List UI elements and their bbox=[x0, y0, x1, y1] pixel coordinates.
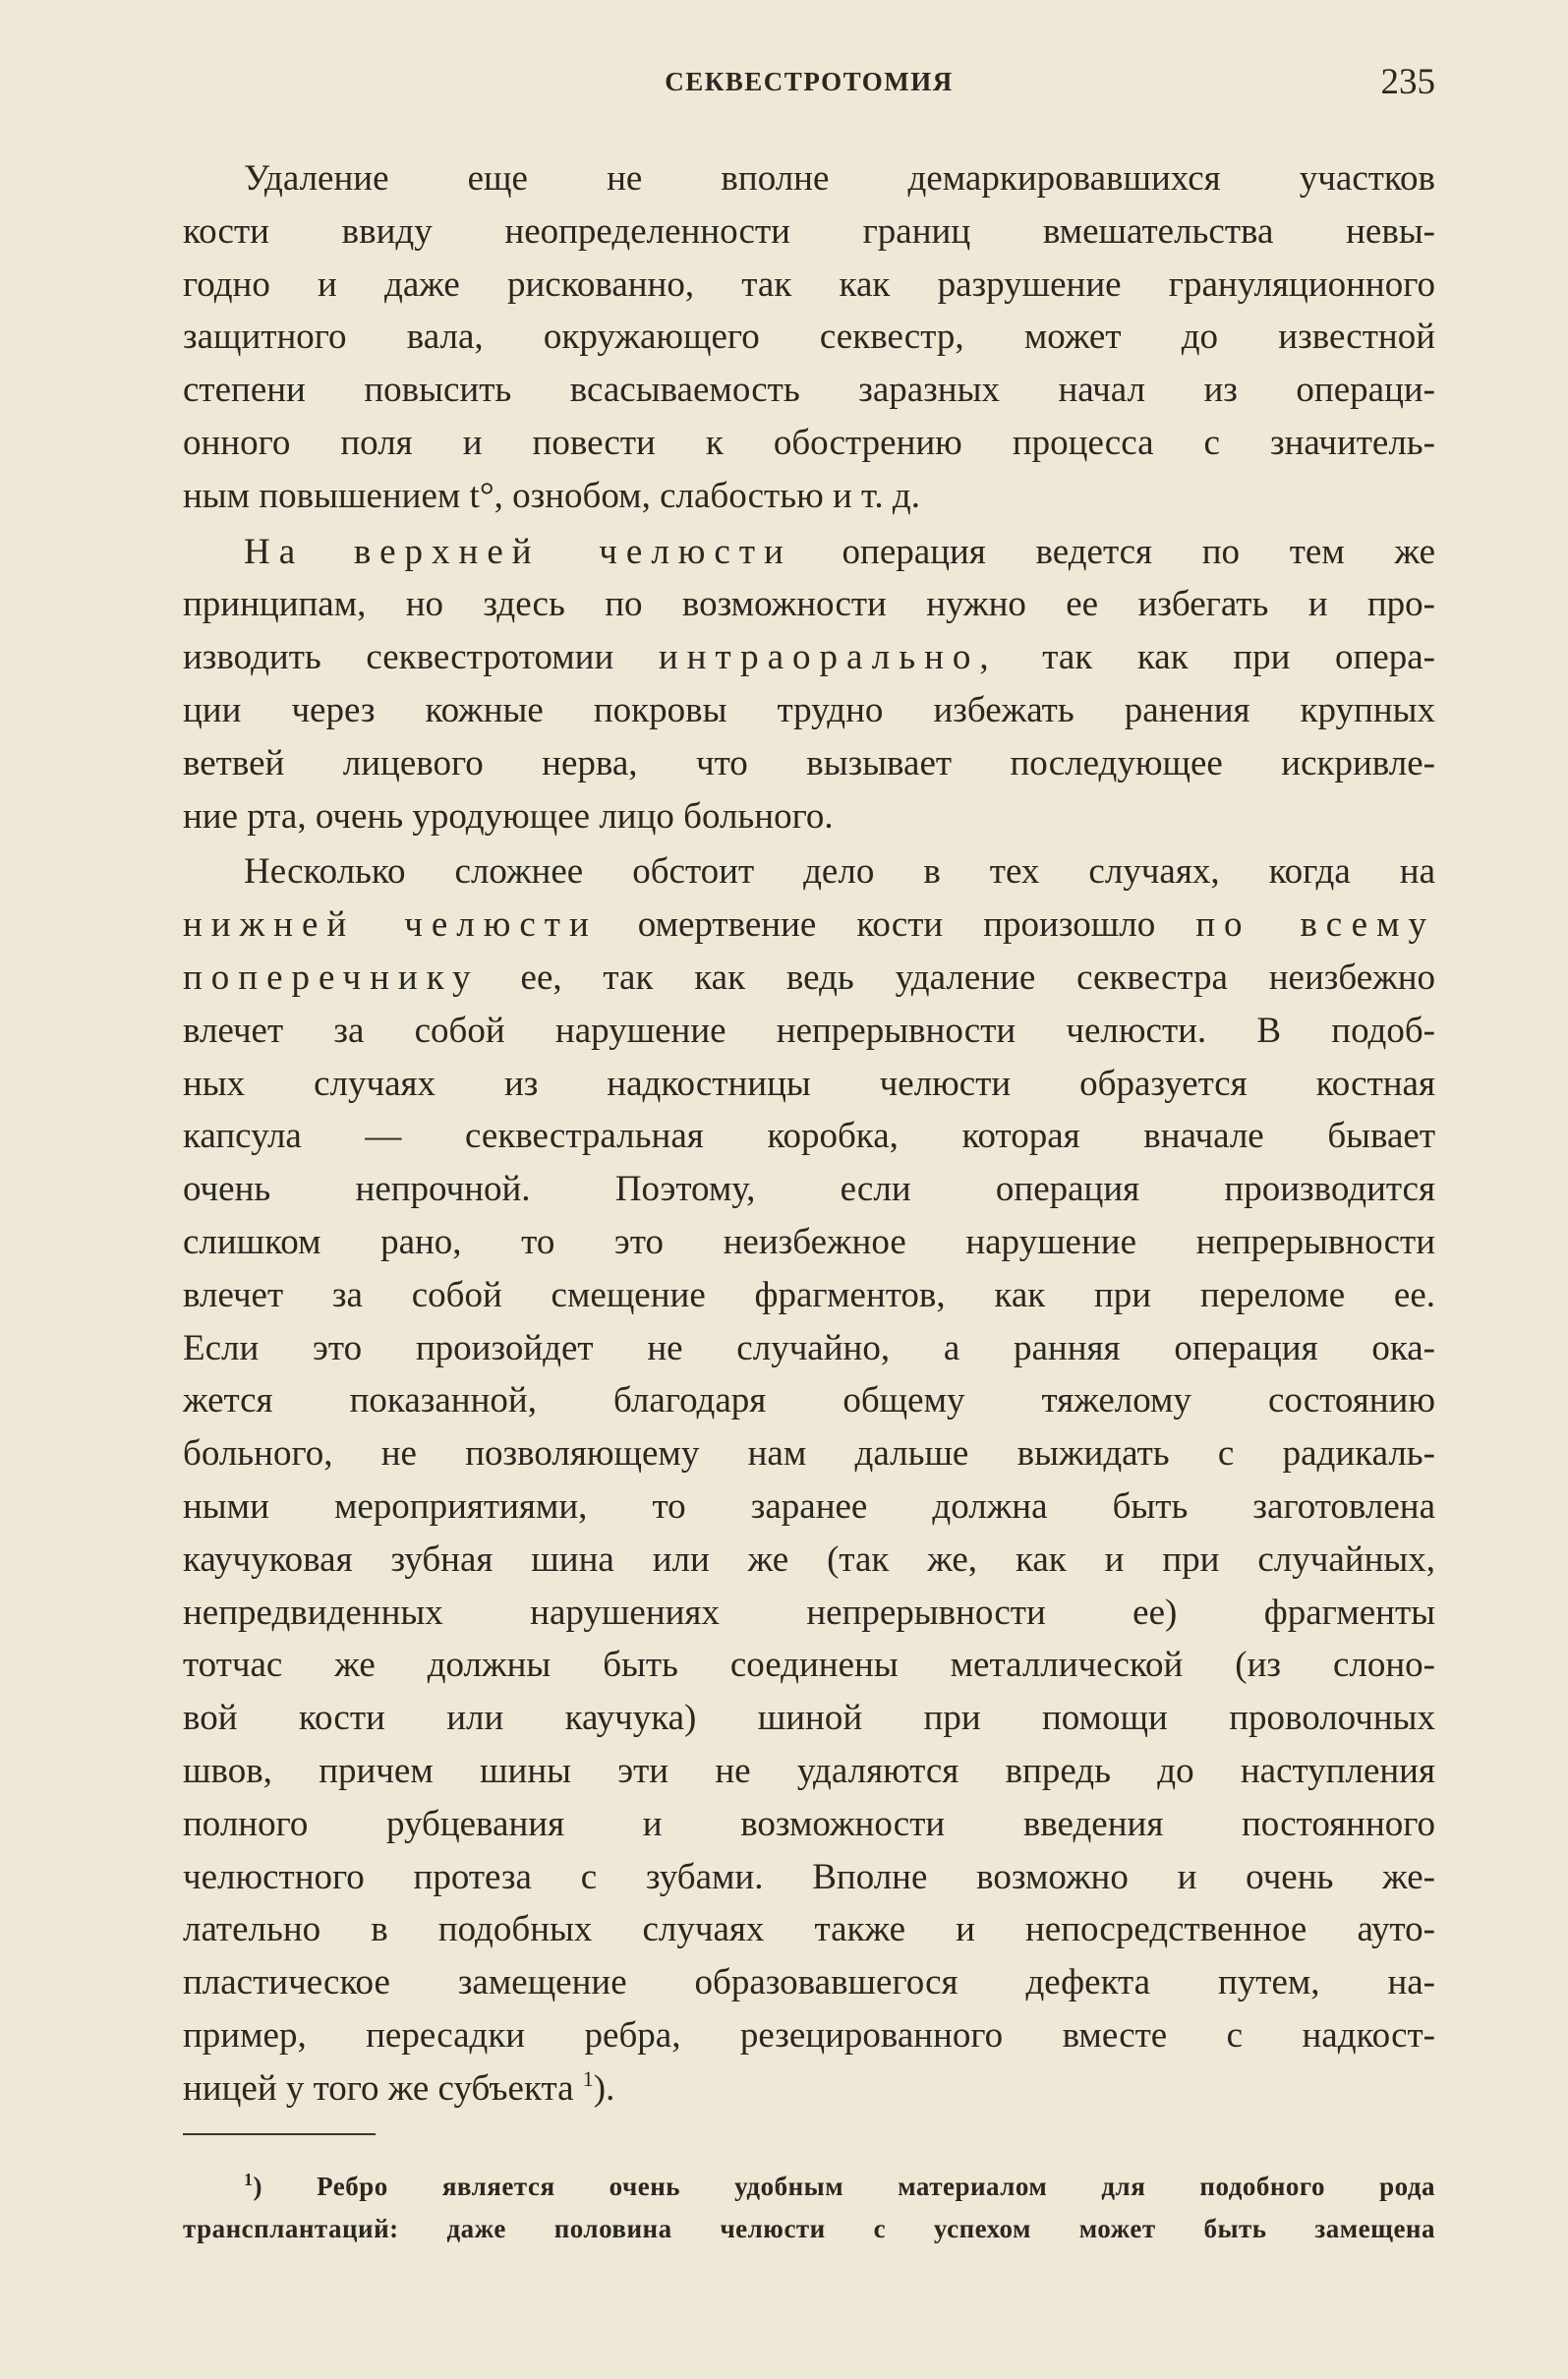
text-line: ных случаях из надкостницы челюсти образуется костная bbox=[183, 1063, 1435, 1104]
text-line: вой кости или каучука) шиной при помощи проволочных bbox=[183, 1698, 1435, 1739]
text-line: Несколько сложнее обстоит дело в тех случаях, когда на bbox=[244, 851, 1435, 893]
text-line: ветвей лицевого нерва, что вызывает последующее искривле- bbox=[183, 742, 1435, 783]
text-line bbox=[183, 631, 1435, 684]
text-line: пластическое замещение образовавшегося дефекта путем, на- bbox=[183, 1962, 1435, 2003]
emphasized-phrase: верхней челюсти bbox=[353, 531, 792, 572]
footnote-text: ) Ребро является очень удобным материалом для подобного рода bbox=[253, 2172, 1435, 2201]
text-line: тотчас же должны быть соединены металлической (из слоно- bbox=[183, 1645, 1435, 1686]
text-line: степени повысить всасываемость заразных начал из операци- bbox=[183, 370, 1435, 411]
text-line: годно и даже рискованно, так как разрушение грануляционного bbox=[183, 263, 1435, 305]
text-line: ным повышением t°, ознобом, слабостью и т. д. bbox=[183, 475, 921, 516]
page-header bbox=[183, 61, 1435, 108]
text-line: влечет за собой нарушение непрерывности челюсти. В подоб- bbox=[183, 1010, 1435, 1051]
text-line bbox=[183, 2062, 1435, 2116]
text-line: защитного вала, окружающего секвестр, может до известной bbox=[183, 317, 1435, 358]
text-line: ние рта, очень уродующее лицо больного. bbox=[183, 795, 834, 837]
emphasized-word: поперечнику bbox=[183, 957, 480, 998]
spaced-word: На bbox=[244, 531, 305, 572]
text-line: пример, пересадки ребра, резецированного вместе с надкост- bbox=[183, 2014, 1435, 2056]
text-line: жется показанной, благодаря общему тяжелому состоянию bbox=[183, 1380, 1435, 1422]
text-line: больного, не позволяющему нам дальше выжидать с радикаль- bbox=[183, 1433, 1435, 1475]
line-fragment: омертвение кости произошло bbox=[637, 904, 1156, 946]
text-line bbox=[183, 899, 1435, 952]
footnote-reference: 1 bbox=[582, 2065, 594, 2091]
text-line: лательно в подобных случаях также и непосредственное ауто- bbox=[183, 1909, 1435, 1950]
footnote-line bbox=[183, 2166, 1435, 2208]
line-fragment: ее, так как ведь удаление секвестра неизбежно bbox=[520, 957, 1435, 998]
text-line: ными мероприятиями, то заранее должна быть заготовлена bbox=[183, 1485, 1435, 1527]
emphasized-phrase: по всему bbox=[1195, 904, 1436, 946]
text-line: очень непрочной. Поэтому, если операция производится bbox=[183, 1169, 1435, 1210]
text-line: Если это произойдет не случайно, а ранняя операция ока- bbox=[183, 1327, 1435, 1368]
text-line: Удаление еще не вполне демаркировавшихся участков bbox=[244, 158, 1435, 199]
running-head: СЕКВЕСТРОТОМИЯ bbox=[665, 67, 954, 96]
emphasized-word: интраорально, bbox=[658, 637, 998, 678]
text-line: полного рубцевания и возможности введения постоянного bbox=[183, 1803, 1435, 1844]
line-fragment: ). bbox=[593, 2067, 615, 2109]
text-line: слишком рано, то это неизбежное нарушение непрерывности bbox=[183, 1221, 1435, 1262]
footnote-line: трансплантаций: даже половина челюсти с успехом может быть замещена bbox=[183, 2214, 1435, 2243]
text-line: ции через кожные покровы трудно избежать ранения крупных bbox=[183, 689, 1435, 730]
line-fragment: ницей у того же субъекта bbox=[183, 2067, 574, 2109]
text-line: онного поля и повести к обострению процесса с значитель- bbox=[183, 422, 1435, 463]
text-line: принципам, но здесь по возможности нужно ее избегать и про- bbox=[183, 584, 1435, 625]
line-fragment: так как при опера- bbox=[1042, 637, 1435, 678]
body-text bbox=[183, 152, 1435, 2115]
page-number: 235 bbox=[1380, 62, 1435, 102]
text-line: каучуковая зубная шина или же (так же, как и при случайных, bbox=[183, 1538, 1435, 1580]
line-fragment: изводить секвестротомии bbox=[183, 637, 614, 678]
text-line: челюстного протеза с зубами. Вполне возможно и очень же- bbox=[183, 1856, 1435, 1897]
emphasized-phrase: нижней челюсти bbox=[183, 904, 598, 946]
text-line: капсула — секвестральная коробка, которая вначале бывает bbox=[183, 1116, 1435, 1157]
line-fragment: операция ведется по тем же bbox=[842, 531, 1435, 572]
text-line: влечет за собой смещение фрагментов, как при переломе ее. bbox=[183, 1274, 1435, 1315]
footnote bbox=[183, 2166, 1435, 2250]
text-line: непредвиденных нарушениях непрерывности ее) фрагменты bbox=[183, 1592, 1435, 1633]
text-line: кости ввиду неопределенности границ вмешательства невы- bbox=[183, 210, 1435, 252]
text-line bbox=[183, 526, 1435, 579]
text-line bbox=[183, 952, 1435, 1005]
text-line: швов, причем шины эти не удаляются впредь до наступления bbox=[183, 1750, 1435, 1791]
footnote-rule bbox=[183, 2133, 376, 2135]
footnote-marker: 1 bbox=[244, 2170, 254, 2189]
